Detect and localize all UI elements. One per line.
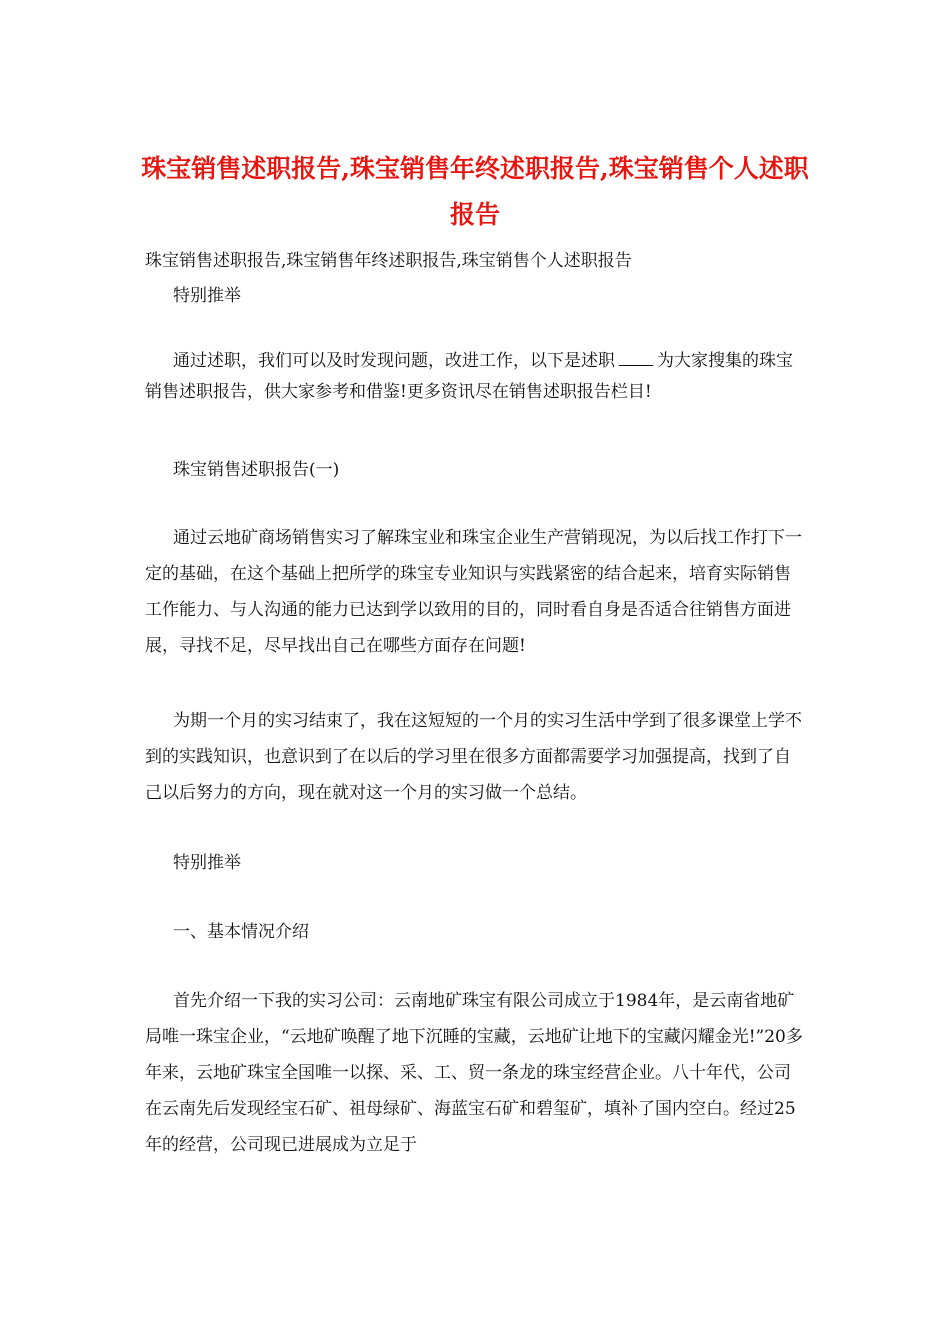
body-paragraph: 通过云地矿商场销售实习了解珠宝业和珠宝企业生产营销现况，为以后找工作打下一定的基础，在这个基础上把所学的珠宝专业知识与实践紧密的结合起来，培育实际销售工作能力、与人沟通的能力已达到学以致用的目的，同时看自身是否适合往销售方面进展，寻找不足，尽早找出自己在哪些方面存在问题!: [145, 528, 802, 656]
intro-text-part2: 为大家搜集的珠宝销售述职报告，供大家参考和借鉴!更多资讯尽在销售述职报告栏目!: [145, 351, 793, 402]
subtitle-line: 珠宝销售述职报告,珠宝销售年终述职报告,珠宝销售个人述职报告: [145, 251, 632, 271]
intro-paragraph: [145, 346, 805, 408]
document-title: 珠宝销售述职报告,珠宝销售年终述职报告,珠宝销售个人述职报告: [141, 154, 809, 229]
body-paragraph: 首先介绍一下我的实习公司：云南地矿珠宝有限公司成立于1984年，是云南省地矿局唯一珠宝企业，“云地矿唤醒了地下沉睡的宝藏，云地矿让地下的宝藏闪耀金光!”20多年来，云地矿珠宝全国唯一以探、采、工、贸一条龙的珠宝经营企业。八十年代，公司在云南先后发现经宝石矿、祖母绿矿、海蓝宝石矿和碧玺矿，填补了国内空白。经过25年的经营，公司现已进展成为立足于: [145, 991, 803, 1155]
section-heading: 一、基本情况介绍: [173, 922, 309, 942]
intro-text-part1: 通过述职，我们可以及时发现问题，改进工作，以下是述职: [173, 351, 615, 371]
recommend-label: 特别推举: [173, 286, 241, 306]
blank-underline: [619, 351, 653, 366]
body-paragraph: 为期一个月的实习结束了，我在这短短的一个月的实习生活中学到了很多课堂上学不到的实践知识，也意识到了在以后的学习里在很多方面都需要学习加强提高，找到了自己以后努力的方向，现在就对这一个月的实习做一个总结。: [145, 711, 802, 803]
recommend-label: 特别推举: [173, 853, 241, 873]
section-heading: 珠宝销售述职报告(一): [173, 460, 340, 480]
